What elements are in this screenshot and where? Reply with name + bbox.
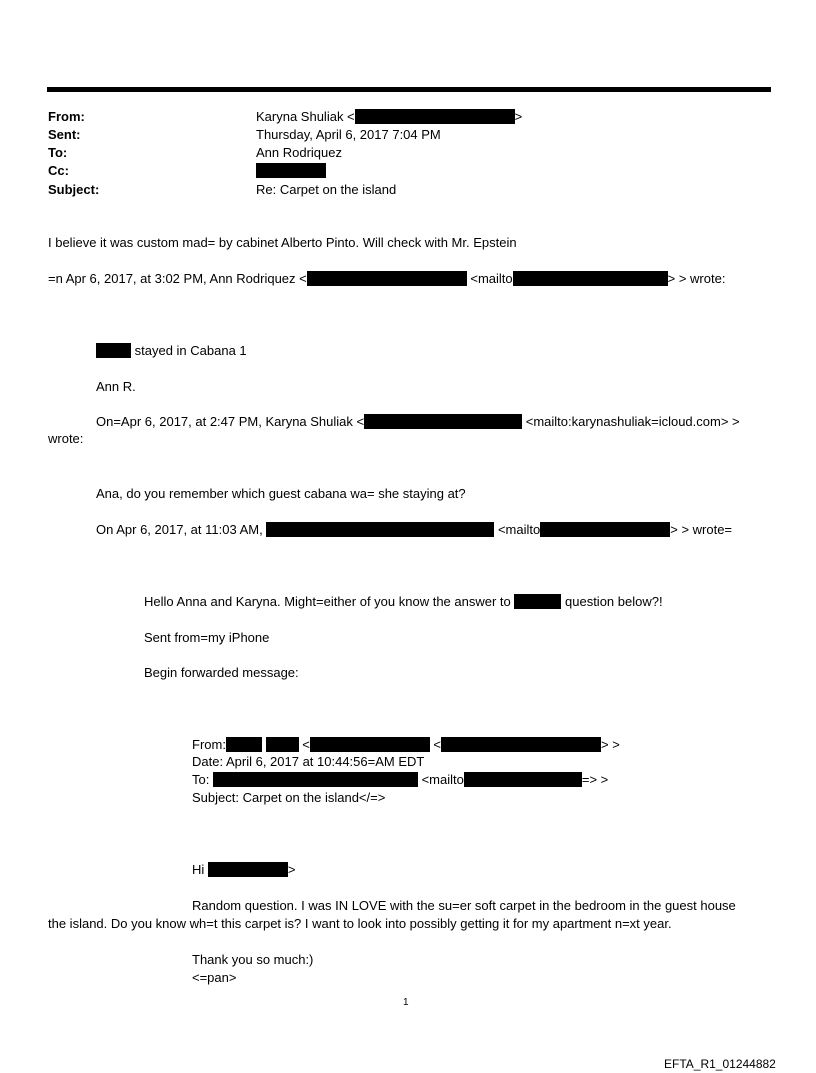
ann-signature: Ann R. [96, 379, 136, 394]
quote2-post: <mailto:karynashuliak=icloud.com> > [525, 414, 740, 429]
from-label: From: [48, 109, 85, 124]
ana-question: Ana, do you remember which guest cabana wa= she staying at? [96, 486, 466, 501]
fwd-from-label: From: [192, 737, 226, 752]
fwd-to-label: To: [192, 772, 210, 787]
redaction-box [513, 271, 668, 286]
redaction-box [441, 737, 601, 752]
sent-label: Sent: [48, 127, 81, 142]
fwd-from-close: > > [601, 737, 620, 752]
from-close: > [514, 109, 523, 124]
from-value [256, 109, 522, 125]
redaction-box [213, 772, 418, 787]
fwd-to-mid: <mailto [421, 772, 464, 787]
fwd-to-line [192, 772, 608, 788]
redaction-box [355, 109, 515, 124]
quote1-pre: =n Apr 6, 2017, at 3:02 PM, Ann Rodriquez < [48, 271, 307, 286]
cabana-line [96, 343, 247, 359]
subject-value: Re: Carpet on the island [256, 182, 397, 197]
fwd-from-line [192, 737, 620, 753]
quote1-post: > > wrote: [667, 271, 726, 286]
cc-label: Cc: [48, 163, 69, 178]
reply-line: I believe it was custom mad= by cabinet Alberto Pinto. Will check with Mr. Epstein [48, 235, 517, 250]
redaction-box [364, 414, 522, 429]
redaction-box [307, 271, 467, 286]
redaction-box [540, 522, 670, 537]
quote3-pre: On Apr 6, 2017, at 11:03 AM, [96, 522, 263, 537]
from-name: Karyna Shuliak < [256, 109, 355, 124]
begin-forwarded: Begin forwarded message: [144, 665, 299, 680]
fwd-date: Date: April 6, 2017 at 10:44:56=AM EDT [192, 754, 425, 769]
redaction-box [310, 737, 430, 752]
redaction-box [266, 737, 299, 752]
redaction-box [208, 862, 288, 877]
cc-value [256, 163, 326, 179]
hi-close: > [287, 862, 296, 877]
hello-pre: Hello Anna and Karyna. Might=either of you know the answer to [144, 594, 511, 609]
header-divider [47, 87, 771, 92]
fwd-from-lt2: < [433, 737, 442, 752]
fwd-from-lt1: < [302, 737, 310, 752]
thanks-line: Thank you so much:) [192, 952, 314, 967]
quote1-mid: <mailto [470, 271, 513, 286]
document-id: EFTA_R1_01244882 [664, 1057, 776, 1071]
cabana-text: stayed in Cabana 1 [134, 343, 247, 358]
random-question-1: Random question. I was IN LOVE with the su=er soft carpet in the bedroom in the guest house [192, 898, 736, 913]
sent-from-iphone: Sent from=my iPhone [144, 630, 270, 645]
quote3-line [96, 522, 732, 538]
signature: <=pan> [192, 970, 237, 985]
quote2-wrote: wrote: [48, 431, 84, 446]
quote2-pre: On=Apr 6, 2017, at 2:47 PM, Karyna Shuliak < [96, 414, 365, 429]
fwd-to-close: => > [581, 772, 609, 787]
subject-label: Subject: [48, 182, 100, 197]
redaction-box [96, 343, 131, 358]
quote3-mid: <mailto [497, 522, 541, 537]
to-label: To: [48, 145, 68, 160]
hello-line [144, 594, 663, 610]
redaction-box [464, 772, 582, 787]
random-question-2: the island. Do you know wh=t this carpet is? I want to look into possibly getting it for my apartment n=xt year. [48, 916, 672, 931]
sent-value: Thursday, April 6, 2017 7:04 PM [256, 127, 441, 142]
redaction-box [226, 737, 262, 752]
redaction-box [266, 522, 494, 537]
hello-post: question below?! [565, 594, 663, 609]
quote1-line [48, 271, 725, 287]
quote2-line [96, 414, 740, 430]
to-value: Ann Rodriquez [256, 145, 342, 160]
quote3-post: > > wrote= [670, 522, 733, 537]
hi-line [192, 862, 296, 878]
redaction-box [514, 594, 561, 609]
page-number: 1 [403, 997, 409, 1008]
redaction-box [256, 163, 326, 178]
hi-label: Hi [192, 862, 205, 877]
fwd-subject: Subject: Carpet on the island</=> [192, 790, 386, 805]
